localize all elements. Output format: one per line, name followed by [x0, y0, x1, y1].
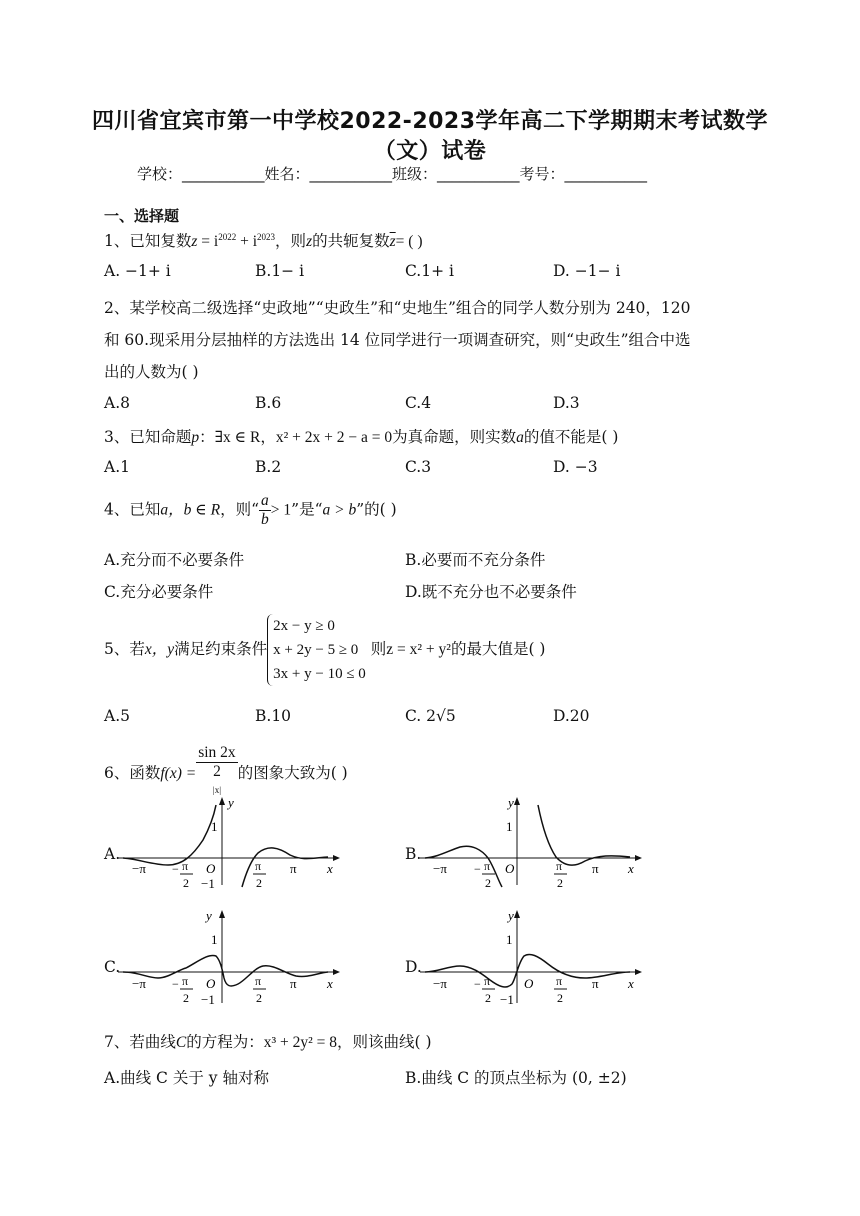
x-axis-label: x	[327, 861, 333, 876]
tick-neg-one: −1	[201, 992, 215, 1007]
tick-half-pi-den: 2	[557, 876, 563, 890]
origin-label: O	[206, 861, 216, 876]
q7-option-b[interactable]: B.曲线 C 的顶点坐标为 (0, ±2)	[405, 1069, 627, 1087]
tick-pi: π	[290, 976, 297, 991]
curve-c	[123, 955, 328, 986]
q4-option-d[interactable]: D.既不充分也不必要条件	[405, 583, 577, 601]
constraint-system: 2x − y ≥ 0 x + 2y − 5 ≥ 0 3x + y − 10 ≤ 0	[267, 614, 366, 686]
origin-label: O	[206, 976, 216, 991]
q1-option-a[interactable]: A. −1+ i	[104, 262, 171, 280]
q5-option-c[interactable]: C. 2√5	[405, 707, 456, 725]
tick-half-pi-den: 2	[557, 991, 563, 1005]
question-3: 3、已知命题p：∃x ∈ R，x² + 2x + 2 − a = 0为真命题，则实数a的值不能是( )	[104, 428, 619, 446]
tick-neg-half-pi-num: π	[182, 859, 189, 873]
tick-neg-pi: −π	[132, 861, 146, 876]
tick-half-pi-num: π	[255, 974, 262, 988]
y-axis-label: y	[206, 908, 212, 923]
tick-neg-pi: −π	[132, 976, 146, 991]
q7-option-a[interactable]: A.曲线 C 关于 y 轴对称	[104, 1069, 269, 1087]
q3-option-b[interactable]: B.2	[255, 458, 282, 476]
q3-option-d[interactable]: D. −3	[553, 458, 598, 476]
question-2-line3: 出的人数为( )	[104, 363, 199, 381]
question-4: 4、已知a，b ∈ R，则“ $\frac{a}{b}$ > 1”是“a > b”的( )	[104, 492, 397, 528]
tick-neg-one: −1	[500, 992, 514, 1007]
question-6: 6、函数f(x) = sin 2x 2 $^{|x|}$ 的图象大致为( )	[104, 744, 348, 804]
question-7: 7、若曲线C的方程为：x³ + 2y² = 8，则该曲线( )	[104, 1033, 432, 1051]
q6-fraction: sin 2x 2 $^{|x|}$	[198, 744, 236, 795]
q3-option-c[interactable]: C.3	[405, 458, 432, 476]
origin-label: O	[524, 976, 534, 991]
q4-option-a[interactable]: A.充分而不必要条件	[104, 551, 245, 569]
curve-a-left	[123, 805, 216, 865]
y-axis-label: y	[508, 795, 514, 810]
tick-one: 1	[211, 819, 218, 834]
question-5: 5、若x，y满足约束条件 2x − y ≥ 0 x + 2y − 5 ≥ 0 3x + y − 10 ≤ 0 则z = x² + y²的最大值是( )	[104, 614, 545, 686]
q4-fraction: $\frac{a}{b}$	[261, 492, 269, 528]
tick-neg-half-pi-num: π	[484, 859, 491, 873]
q1-option-c[interactable]: C.1+ i	[405, 262, 454, 280]
tick-neg-half-pi-den: 2	[183, 876, 189, 890]
q6-option-b[interactable]: B.	[405, 845, 422, 863]
x-axis-label: x	[628, 976, 634, 991]
q6-option-a[interactable]: A.	[104, 845, 121, 863]
tick-pi: π	[290, 861, 297, 876]
tick-neg-half-pi-sign: −	[172, 862, 179, 876]
q2-option-c[interactable]: C.4	[405, 394, 432, 412]
q5-option-a[interactable]: A.5	[104, 707, 130, 725]
page-title: 四川省宜宾市第一中学校2022-2023学年高二下学期期末考试数学	[91, 109, 769, 134]
graph-c	[118, 908, 343, 1008]
graph-a	[118, 795, 343, 890]
tick-half-pi-num: π	[556, 974, 563, 988]
graph-d	[420, 908, 645, 1008]
origin-label: O	[505, 861, 515, 876]
tick-one: 1	[506, 819, 513, 834]
q3-option-a[interactable]: A.1	[104, 458, 130, 476]
tick-neg-half-pi-den: 2	[485, 876, 491, 890]
section-heading: 一、选择题	[104, 207, 180, 225]
q6-option-c[interactable]: C.	[104, 958, 121, 976]
tick-neg-one: −1	[201, 876, 215, 890]
q5-option-b[interactable]: B.10	[255, 707, 292, 725]
q2-option-d[interactable]: D.3	[553, 394, 580, 412]
q1-option-b[interactable]: B.1− i	[255, 262, 305, 280]
tick-neg-pi: −π	[433, 861, 447, 876]
q6-option-d[interactable]: D.	[405, 958, 422, 976]
question-2-line2: 和 60.现采用分层抽样的方法选出 14 位同学进行一项调查研究，则“史政生”组合中选	[104, 331, 691, 349]
tick-neg-pi: −π	[433, 976, 447, 991]
tick-pi: π	[592, 976, 599, 991]
x-axis-label: x	[628, 861, 634, 876]
page-title-line2: （文）试卷	[373, 139, 487, 164]
q2-option-a[interactable]: A.8	[104, 394, 130, 412]
tick-half-pi-num: π	[556, 859, 563, 873]
student-info-line: 学校：___________姓名：___________班级：___________考号：___________	[137, 165, 648, 183]
tick-neg-half-pi-den: 2	[183, 991, 189, 1005]
graph-b	[420, 795, 645, 890]
tick-pi: π	[592, 861, 599, 876]
curve-b-right	[538, 805, 630, 865]
tick-neg-half-pi-num: π	[182, 974, 189, 988]
question-1: 1、已知复数$z = i^{2022} + i^{2023}$，则z的共轭复数$\overline{z}=$ ( )	[104, 231, 423, 250]
q4-option-b[interactable]: B.必要而不充分条件	[405, 551, 546, 569]
q4-option-c[interactable]: C.充分必要条件	[104, 583, 214, 601]
q1-option-d[interactable]: D. −1− i	[553, 262, 621, 280]
tick-neg-half-pi-sign: −	[474, 862, 481, 876]
q2-option-b[interactable]: B.6	[255, 394, 282, 412]
tick-neg-half-pi-sign: −	[172, 977, 179, 991]
tick-one: 1	[506, 932, 513, 947]
y-axis-label: y	[228, 795, 234, 810]
q5-option-d[interactable]: D.20	[553, 707, 590, 725]
tick-half-pi-den: 2	[256, 991, 262, 1005]
tick-half-pi-num: π	[255, 859, 262, 873]
tick-neg-half-pi-den: 2	[485, 991, 491, 1005]
tick-one: 1	[211, 932, 218, 947]
tick-neg-half-pi-num: π	[484, 974, 491, 988]
y-axis-label: y	[508, 908, 514, 923]
tick-half-pi-den: 2	[256, 876, 262, 890]
x-axis-label: x	[327, 976, 333, 991]
question-2-line1: 2、某学校高二级选择“史政地”“史政生”和“史地生”组合的同学人数分别为 240，120	[104, 299, 691, 317]
tick-neg-half-pi-sign: −	[474, 977, 481, 991]
